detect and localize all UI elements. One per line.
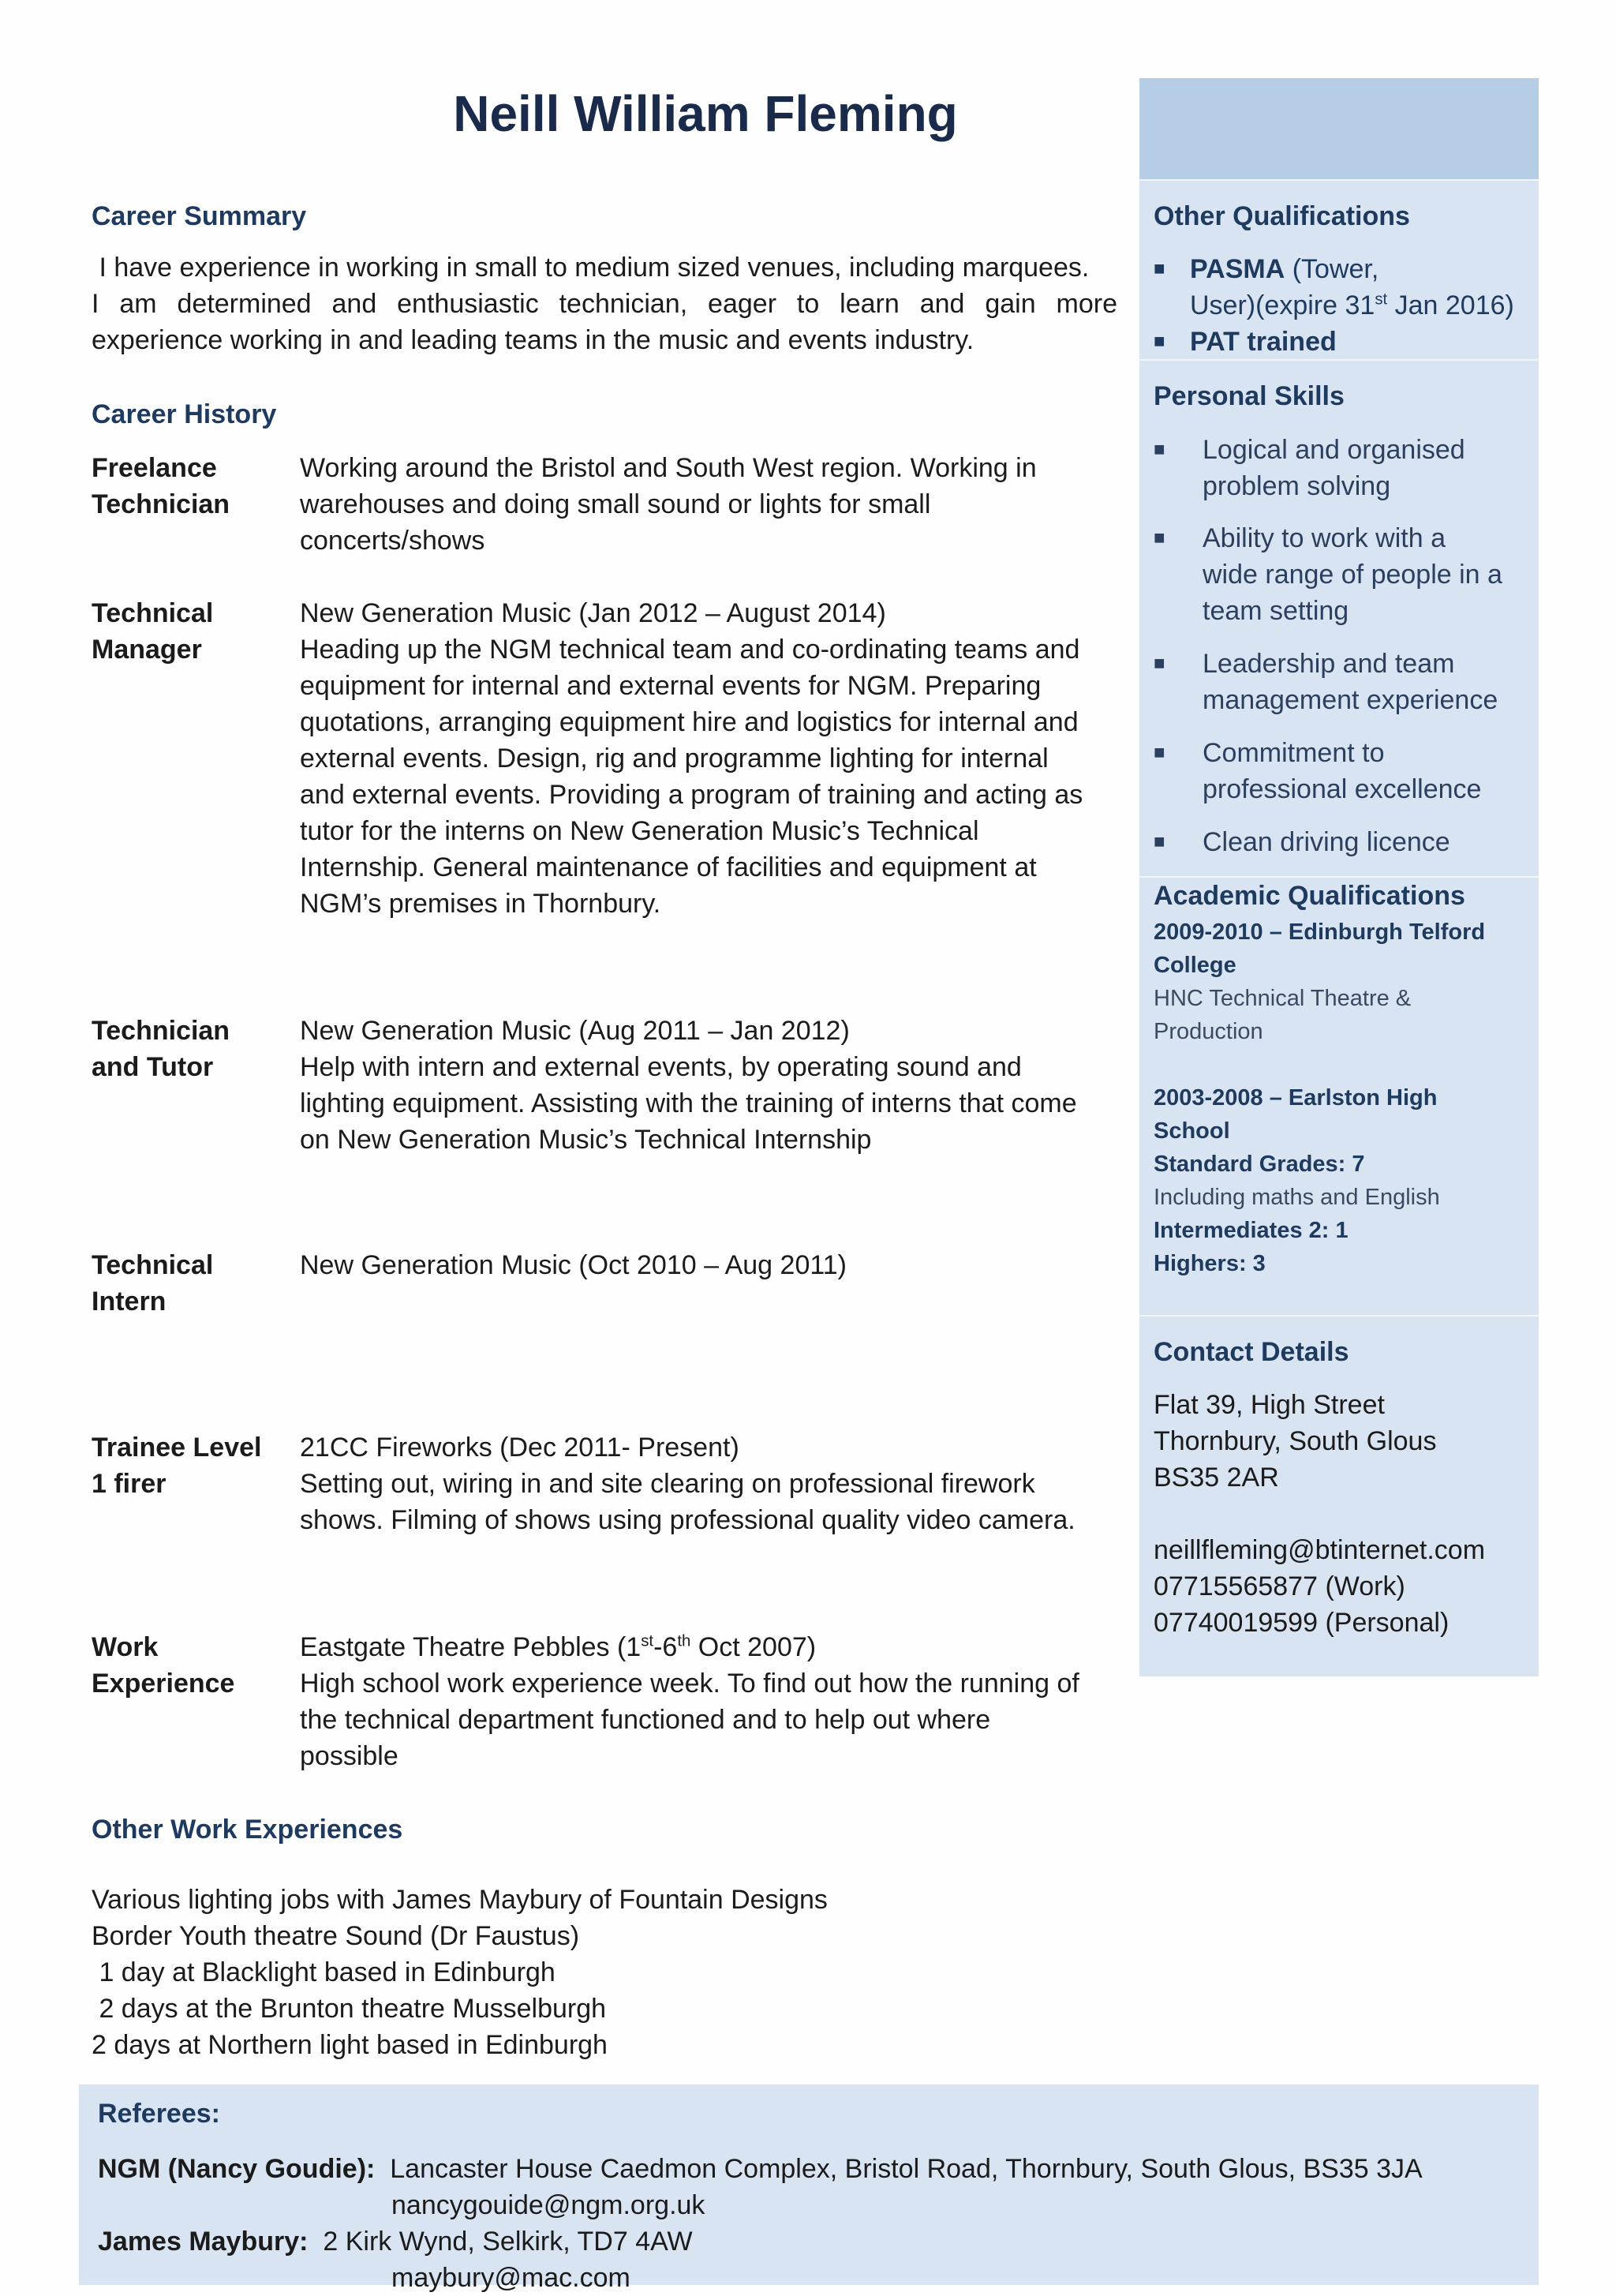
spacer xyxy=(1154,1048,1524,1081)
qualification-item xyxy=(1154,324,1532,360)
summary-line: I am determined and enthusiastic technician, eager to learn and gain more xyxy=(92,289,1117,319)
sidebar-divider xyxy=(1139,179,1539,181)
job-desc-line: on New Generation Music’s Technical Internship xyxy=(300,1125,872,1155)
school-name: 2003-2008 – Earlston High xyxy=(1154,1085,1438,1111)
date-text: Eastgate Theatre Pebbles (1 xyxy=(300,1632,642,1662)
job-desc-line: concerts/shows xyxy=(300,526,485,556)
list-item: 1 day at Blacklight based in Edinburgh xyxy=(92,1957,556,1987)
job-title-line: Manager xyxy=(92,635,202,665)
career-summary-text xyxy=(92,249,1117,358)
contact-details xyxy=(1154,1387,1532,1641)
job-title-line: Work xyxy=(92,1632,159,1662)
other-work-heading: Other Work Experiences xyxy=(92,1815,403,1845)
referee-address: 2 Kirk Wynd, Selkirk, TD7 4AW xyxy=(323,2227,693,2257)
qualification-detail: Jan 2016) xyxy=(1387,290,1514,320)
skill-item xyxy=(1154,646,1532,718)
summary-line: I have experience in working in small to medium sized venues, including marquees. xyxy=(92,253,1090,283)
job-desc-line: and external events. Providing a program of training and acting as xyxy=(300,780,1083,810)
address-line: Thornbury, South Glous xyxy=(1154,1426,1437,1456)
job-description xyxy=(300,450,1117,559)
list-item: Border Youth theatre Sound (Dr Faustus) xyxy=(92,1921,580,1951)
skill-line: management experience xyxy=(1203,685,1498,715)
college-name: College xyxy=(1154,953,1236,978)
job-title-line: Trainee Level xyxy=(92,1433,262,1463)
job-title-line: Intern xyxy=(92,1287,166,1317)
career-history-heading: Career History xyxy=(92,399,277,429)
referees-heading: Referees: xyxy=(98,2099,220,2129)
job-description xyxy=(300,1247,1117,1283)
referee-address: Lancaster House Caedmon Complex, Bristol Road, Thornbury, South Glous, BS35 3JA xyxy=(390,2154,1423,2184)
job-description xyxy=(300,1013,1117,1158)
job-title xyxy=(92,1247,289,1320)
list-item: 2 days at the Brunton theatre Musselburgh xyxy=(92,1994,607,2024)
academic-qualifications-heading: Academic Qualifications xyxy=(1154,881,1465,911)
phone-work: 07715565877 (Work) xyxy=(1154,1571,1405,1601)
ordinal-suffix: st xyxy=(641,1632,654,1650)
job-desc-line: Help with intern and external events, by operating sound and xyxy=(300,1052,1022,1082)
job-title-line: Technician xyxy=(92,1016,230,1046)
qualification-name: PAT trained xyxy=(1190,327,1337,357)
ordinal-suffix: th xyxy=(677,1632,691,1650)
skill-line: problem solving xyxy=(1203,471,1391,501)
spacer xyxy=(1154,1496,1532,1532)
job-description xyxy=(300,595,1117,922)
skill-line: team setting xyxy=(1203,596,1349,626)
sidebar-divider xyxy=(1139,876,1539,878)
job-title-line: Freelance xyxy=(92,453,217,483)
qualification-detail: User)(expire 31 xyxy=(1190,290,1375,320)
skill-line: wide range of people in a xyxy=(1203,560,1502,590)
square-bullet-icon: ■ xyxy=(1154,258,1165,279)
job-title-line: Technician xyxy=(92,489,230,519)
list-item: 2 days at Northern light based in Edinburgh xyxy=(92,2030,608,2060)
job-desc-line: Heading up the NGM technical team and co-ordinating teams and xyxy=(300,635,1080,665)
skill-line: Commitment to xyxy=(1203,738,1385,768)
referee-email[interactable]: nancygouide@ngm.org.uk xyxy=(391,2190,705,2220)
phone-personal: 07740019599 (Personal) xyxy=(1154,1608,1450,1638)
job-desc-line: New Generation Music (Jan 2012 – August 2014) xyxy=(300,598,886,628)
skill-item xyxy=(1154,824,1532,860)
job-title xyxy=(92,595,289,668)
academic-details xyxy=(1154,916,1524,1280)
job-desc-line: 21CC Fireworks (Dec 2011- Present) xyxy=(300,1433,739,1463)
skill-line: professional excellence xyxy=(1203,774,1482,804)
skill-item xyxy=(1154,520,1532,629)
intermediates: Intermediates 2: 1 xyxy=(1154,1218,1349,1243)
college-name: 2009-2010 – Edinburgh Telford xyxy=(1154,920,1486,945)
job-title xyxy=(92,1013,289,1085)
job-desc-line: equipment for internal and external events for NGM. Preparing xyxy=(300,671,1042,701)
square-bullet-icon: ■ xyxy=(1154,653,1165,674)
skill-item xyxy=(1154,432,1532,504)
job-title xyxy=(92,450,289,522)
job-desc-line: lighting equipment. Assisting with the training of interns that come xyxy=(300,1088,1077,1118)
sidebar-divider xyxy=(1139,1315,1539,1317)
email-link[interactable]: neillfleming@btinternet.com xyxy=(1154,1535,1486,1565)
address-line: Flat 39, High Street xyxy=(1154,1390,1385,1420)
qualification-item xyxy=(1154,251,1532,324)
address-line: BS35 2AR xyxy=(1154,1463,1279,1493)
job-desc-line: shows. Filming of shows using professional quality video camera. xyxy=(300,1505,1075,1535)
job-desc-line: Setting out, wiring in and site clearing on professional firework xyxy=(300,1469,1035,1499)
job-desc-line: warehouses and doing small sound or lights for small xyxy=(300,489,931,519)
job-desc-line: NGM’s premises in Thornbury. xyxy=(300,889,661,919)
skill-line: Clean driving licence xyxy=(1203,827,1450,857)
ordinal-suffix: st xyxy=(1375,290,1388,309)
college-course: HNC Technical Theatre & xyxy=(1154,986,1412,1011)
grades-note: Including maths and English xyxy=(1154,1185,1440,1210)
job-description xyxy=(300,1429,1117,1538)
job-desc-line: the technical department functioned and to help out where xyxy=(300,1705,991,1735)
job-title-line: 1 firer xyxy=(92,1469,166,1499)
qualification-text xyxy=(1190,251,1521,324)
square-bullet-icon: ■ xyxy=(1154,527,1165,549)
square-bullet-icon: ■ xyxy=(1154,439,1165,460)
personal-skills-heading: Personal Skills xyxy=(1154,381,1345,411)
list-item: Various lighting jobs with James Maybury of Fountain Designs xyxy=(92,1885,828,1915)
job-title-line: Technical xyxy=(92,598,214,628)
skill-line: Leadership and team xyxy=(1203,649,1455,679)
skill-item xyxy=(1154,735,1532,807)
job-description xyxy=(300,1629,1117,1774)
career-summary-heading: Career Summary xyxy=(92,201,307,231)
highers: Highers: 3 xyxy=(1154,1251,1266,1276)
date-text: -6 xyxy=(653,1632,678,1662)
school-name: School xyxy=(1154,1118,1230,1144)
square-bullet-icon: ■ xyxy=(1154,742,1165,763)
qualification-name: PASMA xyxy=(1190,254,1285,284)
referee-name: James Maybury: xyxy=(98,2227,309,2257)
job-title-line: Experience xyxy=(92,1669,235,1699)
job-desc-line xyxy=(300,1629,1117,1665)
summary-line: experience working in and leading teams in the music and events industry. xyxy=(92,325,974,355)
square-bullet-icon: ■ xyxy=(1154,331,1165,352)
job-desc-line: Working around the Bristol and South West region. Working in xyxy=(300,453,1037,483)
contact-details-heading: Contact Details xyxy=(1154,1337,1349,1367)
date-text: Oct 2007) xyxy=(690,1632,817,1662)
job-desc-line: New Generation Music (Aug 2011 – Jan 2012) xyxy=(300,1016,850,1046)
referee-row xyxy=(98,2223,693,2260)
job-title xyxy=(92,1429,289,1502)
college-course: Production xyxy=(1154,1019,1263,1044)
skill-line: Logical and organised xyxy=(1203,435,1465,465)
standard-grades: Standard Grades: 7 xyxy=(1154,1152,1365,1177)
job-desc-line: tutor for the interns on New Generation Music’s Technical xyxy=(300,816,979,846)
other-work-list xyxy=(92,1882,1117,2063)
qualification-detail: (Tower, xyxy=(1285,254,1379,284)
page-title: Neill William Fleming xyxy=(453,85,958,142)
referee-row xyxy=(98,2151,1423,2187)
skill-line: Ability to work with a xyxy=(1203,523,1446,553)
job-desc-line: New Generation Music (Oct 2010 – Aug 2011) xyxy=(300,1250,847,1280)
referee-email[interactable]: maybury@mac.com xyxy=(391,2263,630,2293)
job-title-line: and Tutor xyxy=(92,1052,214,1082)
other-qualifications-heading: Other Qualifications xyxy=(1154,201,1410,231)
job-desc-line: High school work experience week. To find out how the running of xyxy=(300,1669,1079,1699)
job-desc-line: Internship. General maintenance of facilities and equipment at xyxy=(300,852,1037,882)
job-desc-line: quotations, arranging equipment hire and logistics for internal and xyxy=(300,707,1079,737)
job-desc-line: possible xyxy=(300,1741,398,1771)
job-desc-line: external events. Design, rig and programme lighting for internal xyxy=(300,743,1049,773)
square-bullet-icon: ■ xyxy=(1154,831,1165,852)
job-title-line: Technical xyxy=(92,1250,214,1280)
referee-name: NGM (Nancy Goudie): xyxy=(98,2154,376,2184)
job-title xyxy=(92,1629,289,1702)
